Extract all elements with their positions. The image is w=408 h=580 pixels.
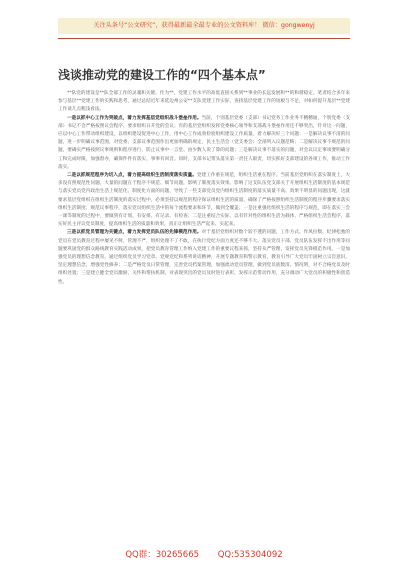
header-banner: 关注头条号“公文研究”，获得最新最全最专业的公文资料库！ 微信：gongwenyj bbox=[58, 18, 350, 34]
paragraph-point-1 bbox=[58, 115, 350, 172]
paragraph-text: 对于基层党组织对数个较不透的问题，工作方式、作风拉数、纪律松弛的党员在党员教育过程中屡见不鲜，管理不严，组织处理不了不敢，在执行党纪方面力度还不够不大、落实党员干部、党员队伍发挥不出作用等问题要巩固党的群众路线教育实践活动成果，把党员教育管理工作纳入党建工作的重要议程来抓，坚持从严管理，发挥党员先锋模范作用。一是加强党员的理想信念教育，通过组织党员学习党章、党规党纪和系列讲话精神，开展专题教育和警示教育，教育引导广大党员牢固树立宗旨意识，坚定理想信念，增强党性修养；二是严格党员日常管理，完善党员档案管理，加强流动党员管理，做到党员底数清、情况明，对不合格党员及时组织处置；三是建立健全党员激励、关怀和帮扶机制，对表现突出的党员及时进行表彰，发挥示范带动作用，充分调动广大党员的积极性和创造性。 bbox=[58, 230, 350, 285]
paragraph-lead: 三是以抓党员管理为关键点，着力发挥党员队伍的先锋模范作用。 bbox=[67, 230, 202, 236]
paragraph-point-3 bbox=[58, 229, 350, 286]
paragraph-text: 当前，个别基层党委（支部）书记党务工作业务不精精通，个别党委（支部）书记不会严格按照议会程序、要求组织日开党的会议；有的基层党组织发挥党委核心领导和支部战斗堡垒作用还不够突出，针对这一问题，应以中心工作带动组织建设，以组织建设促进中心工作，用中心工作成效检验组织建设工作质量。着力解决好三个问题：一是解决议事不清的问题，进一步明确议事范围，对党委、支部议事范围作出更加明确的规定，民主生活会（党支委会）全部列入议题范畴；二是解决议事不规范的问题，要确实严格按照议事规则和程序进行，防止议事中一言堂、由少数人说了算的问题；三是解决议事不落实的问题，对会议议定事项要明确分工和完成时限，加强督办，确保件件有落实、事事有回音。同时，支部书记带头落实第一责任人职责，切实抓好支部建设的各项工作，推动工作落实。 bbox=[58, 115, 350, 170]
paragraph-lead: 二是以抓规范程序为切入点，着力提高组织生活制度落实质量。 bbox=[67, 173, 197, 179]
paragraph-text: 党建工作重在规范，组织生活重在程序。当前基层党组织在落实制度上，大多没有照规范性问题。大量的问题在于程序不规范、细节问题，影响了制度落实效果。影响了这支队伍党支部关于开展组织生活制度的基本规范与落实党员党内政治生活上规范化、制度化方面的问题，导致了一些支部党员党内组织生活制度的落实质量不高、效果不明显的问题出现，这就要求基层党组织在组织生活制度的落实过程中，必须坚持以规范的程序保证组织生活的质量，确保了严格按照组织生活制度的程序步骤要求落实组织生活制度；规范议事程序，落实党员组织生活中的每个流程要求和环节，做到全覆盖；一是注重强化组织生活的程序与规范，即在落实三会一课等制度的过程中，要做到有计划、有安排、有记录、有检查；二是注重结合实际，以有针对性的组织生活为载体，严格组织生活会程序，落实好民主评议党员制度，提高组织生活的质量和效果，真正让组织生活严起来、实起来。 bbox=[58, 173, 350, 228]
paragraph-intro bbox=[58, 90, 350, 115]
header-divider bbox=[58, 38, 350, 39]
document-title: 浅谈推动党的建设工作的“四个基本点” bbox=[58, 68, 266, 82]
paragraph-lead: 一是以抓中心工作为突破点，着力发挥基层党组织战斗堡垒作用。 bbox=[67, 115, 202, 121]
document-body bbox=[58, 90, 350, 538]
paragraph-text: **队党的建设是**队全部工作的灵魂和关键。作为**，党建工作水平的高低直接关系到**事业的长远发展和**的和谐稳定。笔者结合多年来参与基层**党建工作的实践和思考，通过总结近年来延边州公安**支队党建工作实际，查找基层党建工作的短板与不足，对如何提升基层**党建工作谈几点粗浅看法。 bbox=[58, 91, 350, 113]
footer-qq-group: QQ群：30265665 bbox=[125, 550, 200, 560]
footer-qq: QQ:535304092 bbox=[217, 550, 283, 560]
footer-contact bbox=[0, 548, 408, 562]
paragraph-point-2 bbox=[58, 172, 350, 229]
